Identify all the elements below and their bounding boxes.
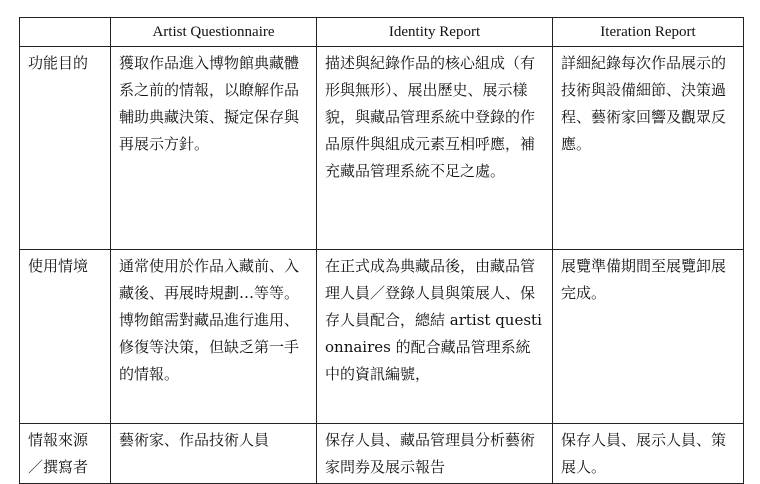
table-row-purpose <box>20 47 744 250</box>
cell-context-identity: 在正式成為典藏品後，由藏品管理人員／登錄人員與策展人、保存人員配合，總結 artist questionnaires 的配合藏品管理系統中的資訊編號， <box>317 250 553 424</box>
header-corner <box>20 18 111 47</box>
header-identity-report: Identity Report <box>317 18 553 47</box>
cell-context-artist: 通常使用於作品入藏前、入藏後、再展時規劃…等等。博物館需對藏品進行進用、修復等決策，但缺乏第一手的情報。 <box>111 250 317 424</box>
cell-source-identity: 保存人員、藏品管理員分析藝術家問券及展示報告 <box>317 424 553 484</box>
header-artist-questionnaire: Artist Questionnaire <box>111 18 317 47</box>
header-iteration-report: Iteration Report <box>553 18 744 47</box>
cell-purpose-iteration: 詳細紀錄每次作品展示的技術與設備細節、決策過程、藝術家回響及觀眾反應。 <box>553 47 744 250</box>
row-label-context: 使用情境 <box>20 250 111 424</box>
cell-source-artist: 藝術家、作品技術人員 <box>111 424 317 484</box>
row-label-source: 情報來源／撰寫者 <box>20 424 111 484</box>
comparison-table <box>19 17 744 484</box>
table-row-source <box>20 424 744 484</box>
cell-context-iteration: 展覽準備期間至展覽卸展完成。 <box>553 250 744 424</box>
table-row-context <box>20 250 744 424</box>
cell-source-iteration: 保存人員、展示人員、策展人。 <box>553 424 744 484</box>
header-row <box>20 18 744 47</box>
row-label-purpose: 功能目的 <box>20 47 111 250</box>
cell-purpose-identity: 描述與紀錄作品的核心組成（有形與無形）、展出歷史、展示樣貌，與藏品管理系統中登錄的作品原件與組成元素互相呼應，補充藏品管理系統不足之處。 <box>317 47 553 250</box>
cell-purpose-artist: 獲取作品進入博物館典藏體系之前的情報，以瞭解作品輔助典藏決策、擬定保存與再展示方針。 <box>111 47 317 250</box>
